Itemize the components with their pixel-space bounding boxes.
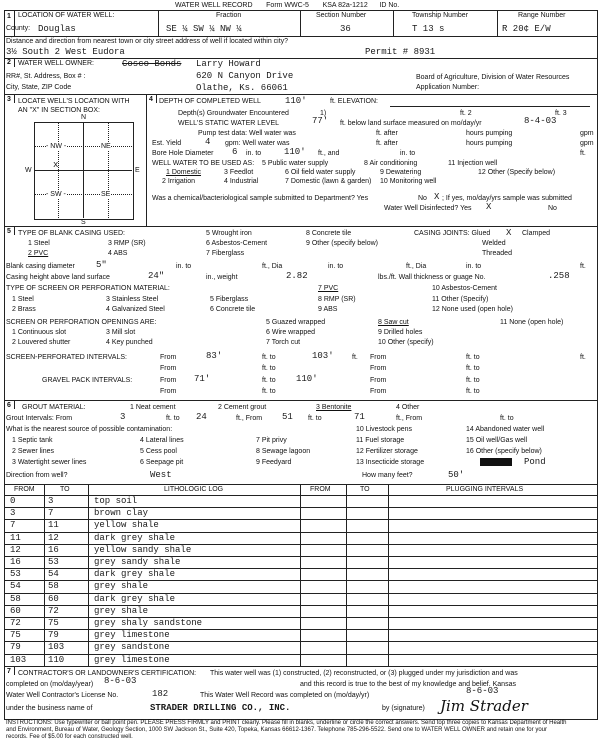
disinfect-label: Water Well Disinfected? Yes	[384, 205, 472, 212]
log-from: 75	[10, 630, 21, 641]
use-feedlot: 3 Feedlot	[224, 169, 254, 176]
source-feedyard: 9 Feedyard	[256, 459, 292, 466]
gravel-pack-label: GRAVEL PACK INTERVALS:	[42, 377, 133, 384]
grout-other: 4 Other	[396, 404, 420, 411]
bore-ft: ft.	[580, 150, 586, 157]
chem-no-mark: X	[434, 192, 440, 202]
joints-welded: Welded	[482, 240, 506, 247]
use-lawn: 7 Domestic (lawn & garden)	[285, 178, 372, 185]
yield-hours: hours pumping	[466, 140, 513, 147]
blank-casing-label: TYPE OF BLANK CASING USED:	[18, 230, 125, 237]
location-mark: x	[53, 160, 59, 170]
casing-height-label: Casing height above land surface	[6, 274, 110, 281]
chem-rest: ; If yes, mo/day/yrs sample was submitted	[442, 195, 572, 202]
grid-north: N	[81, 114, 87, 121]
source-seepage: 6 Seepage pit	[140, 459, 184, 466]
plug-to-header: TO	[360, 486, 370, 493]
distance-direction-label: Distance and direction from nearest town or city street address of well if located within city?	[6, 38, 289, 45]
section-number-label: Section Number	[316, 12, 367, 19]
record-completed-date: 8-6-03	[466, 686, 499, 696]
address-label: RR#, St. Address, Box # :	[6, 73, 86, 80]
log-to: 110	[48, 654, 65, 665]
openings-label: SCREEN OR PERFORATION OPENINGS ARE:	[6, 319, 157, 326]
range-value: R 20¢ E/W	[502, 24, 551, 34]
grid-east: E	[135, 167, 140, 174]
id-label: ID No.	[379, 2, 400, 9]
casing-pvc: 2 PVC	[28, 250, 49, 257]
distance-direction-value: 3½ South 2 West Eudora	[6, 47, 125, 57]
log-to: 12	[48, 532, 59, 543]
static-level-rest: ft. below land surface measured on mo/day/yr	[340, 120, 482, 127]
log-description: top soil	[94, 496, 138, 506]
application-number-label: Application Number:	[416, 84, 480, 91]
opening-key: 4 Key punched	[106, 339, 153, 346]
bore-value: 6	[232, 147, 238, 157]
source-privy: 7 Pit privy	[256, 437, 287, 444]
sp-ft-2: ft.	[580, 354, 586, 361]
log-row-divider	[4, 629, 597, 630]
log-description: dark grey shale	[94, 532, 176, 543]
source-watertight: 3 Watertight sewer lines	[12, 459, 87, 466]
diam-in-to-3: in. to	[466, 263, 482, 270]
grout-cement: 2 Cement grout	[218, 404, 267, 411]
screen-pvc: 7 PVC	[318, 285, 339, 292]
bore-in-to-2: in. to	[400, 150, 416, 157]
log-row-divider	[4, 605, 597, 606]
gp-from-label-3: From	[160, 388, 177, 395]
permit-number: Permit # 8931	[365, 47, 436, 57]
wall-thickness-label: lbs./ft. Wall thickness or guage No.	[378, 274, 486, 281]
signature: Jim Strader	[440, 697, 528, 715]
sp-from-value: 83'	[206, 351, 223, 361]
screen-brass: 2 Brass	[12, 306, 36, 313]
depth-label: DEPTH OF COMPLETED WELL	[159, 98, 261, 105]
gp-from-label: From	[160, 377, 177, 384]
screen-concrete: 6 Concrete tile	[210, 306, 256, 313]
groundwater-label: Depth(s) Groundwater Encountered	[178, 110, 289, 117]
log-description: grey limestone	[94, 630, 170, 641]
casing-other: 9 Other (specify below)	[306, 240, 378, 247]
gp-from-label-2: From	[370, 377, 387, 384]
grout-to-1: 24	[196, 412, 207, 422]
source-other-value: Pond	[524, 457, 546, 467]
log-from: 54	[10, 581, 21, 592]
source-lateral: 4 Lateral lines	[140, 437, 184, 444]
source-cesspool: 5 Cess pool	[140, 448, 177, 455]
opening-wire: 6 Wire wrapped	[266, 329, 316, 336]
log-from: 7	[10, 520, 16, 531]
joints-glued-mark: X	[506, 228, 512, 238]
opening-louvered: 2 Louvered shutter	[12, 339, 71, 346]
log-from: 16	[10, 557, 21, 567]
log-to: 54	[48, 569, 59, 580]
city-state-zip-value: Olathe, Ks. 66061	[196, 83, 288, 93]
use-irrigation: 2 Irrigation	[162, 178, 196, 185]
grout-to-label-1: ft. to	[166, 415, 180, 422]
casing-wrought: 5 Wrought iron	[206, 230, 252, 237]
log-description: dark grey shale	[94, 569, 176, 580]
business-name-label: under the business name of	[6, 705, 93, 712]
log-row-divider	[4, 556, 597, 557]
fraction-value: SE ¼ SW ¼ NW ¼	[166, 24, 242, 34]
log-from: 58	[10, 593, 21, 604]
static-level-label: WELL'S STATIC WATER LEVEL	[178, 120, 280, 127]
opening-mill: 3 Mill slot	[106, 329, 136, 336]
section-number-value: 36	[340, 24, 351, 34]
diam-ft-dia-2: ft., Dia	[406, 263, 427, 270]
section-5-number: 5	[7, 228, 11, 235]
log-description: grey shale	[94, 581, 149, 592]
groundwater-2: ft. 2	[460, 110, 472, 117]
log-from: 3	[10, 508, 16, 519]
owner-value: Larry Howard	[196, 59, 261, 69]
source-insecticide: 13 Insecticide storage	[356, 459, 425, 466]
screen-stainless: 3 Stainless Steel	[106, 296, 159, 303]
log-from: 103	[10, 654, 27, 665]
pump-test-label: Pump test data: Well water was	[198, 130, 296, 137]
sp-to-value: 103'	[312, 351, 334, 361]
form-header	[175, 2, 399, 10]
screen-material-label: TYPE OF SCREEN OR PERFORATION MATERIAL:	[6, 285, 170, 292]
wall-thickness-value: .258	[548, 271, 570, 281]
source-fuel: 11 Fuel storage	[356, 437, 405, 444]
section-4-number: 4	[149, 96, 153, 103]
log-from-header: FROM	[14, 486, 35, 493]
log-from: 11	[10, 532, 21, 543]
use-monitoring: 10 Monitoring well	[380, 178, 437, 185]
source-fertilizer: 12 Fertilizer storage	[356, 448, 418, 455]
log-description: yellow sandy shale	[94, 544, 192, 555]
grout-to-label-3: ft. to	[500, 415, 514, 422]
screen-rmp: 8 RMP (SR)	[318, 296, 356, 303]
section-2-number: 2	[7, 59, 11, 66]
instructions-2: and Environment, Bureau of Water, Geology Section, 1000 SW Jackson St., Suite 420, Topeka, Kansas 66612-1367. Telephone 785-296-5522. Send one to WATER WELL OWNER and retain one for your	[6, 727, 547, 733]
howmany-label: How many feet?	[362, 472, 413, 479]
log-row-divider	[4, 580, 597, 581]
elevation-label: ft. ELEVATION:	[330, 98, 378, 105]
log-description: grey shale	[94, 605, 149, 616]
static-level-date: 8-4-03	[524, 116, 557, 126]
log-to: 53	[48, 557, 59, 567]
log-description: grey shaly sandstone	[94, 618, 203, 628]
grout-from-1: 3	[120, 412, 126, 422]
grid-west: W	[25, 167, 32, 174]
section-6-number: 6	[7, 402, 11, 409]
use-oilfield: 6 Oil field water supply	[285, 169, 356, 176]
ksa-number: KSA 82a-1212	[322, 2, 368, 9]
sp-to-label-4: ft. to	[466, 365, 480, 372]
screen-steel: 1 Steel	[12, 296, 34, 303]
log-description: grey sandstone	[94, 642, 170, 653]
yield-value: 4	[205, 137, 211, 147]
log-to: 72	[48, 605, 59, 616]
diam-in-to-2: in. to	[328, 263, 344, 270]
log-to: 11	[48, 520, 59, 531]
log-row-divider	[4, 593, 597, 594]
township-value: T 13 s	[412, 24, 445, 34]
form-title: WATER WELL RECORD	[175, 2, 253, 9]
screen-other: 11 Other (Specify)	[432, 296, 489, 303]
log-row-divider	[4, 532, 597, 533]
log-description: grey sandy shale	[94, 557, 181, 567]
log-to: 75	[48, 618, 59, 628]
source-sewer: 2 Sewer lines	[12, 448, 55, 455]
owner-struck-value: Cosco Bonds	[122, 59, 182, 69]
grid-south: S	[81, 219, 86, 226]
log-to: 7	[48, 508, 54, 519]
log-to: 3	[48, 496, 54, 506]
screen-none: 12 None used (open hole)	[432, 306, 513, 313]
joints-clamped: Clamped	[522, 230, 551, 237]
log-row-divider	[4, 617, 597, 618]
use-injection: 11 Injection well	[448, 160, 498, 167]
location-label: LOCATION OF WATER WELL:	[18, 12, 115, 19]
groundwater-3: ft. 3	[555, 110, 567, 117]
grout-from-2: 51	[282, 412, 293, 422]
log-from: 72	[10, 618, 21, 628]
opening-none: 11 None (open hole)	[500, 319, 564, 326]
pump-hours: hours pumping	[466, 130, 513, 137]
joints-label: CASING JOINTS: Glued	[414, 230, 491, 237]
use-label: WELL WATER TO BE USED AS:	[152, 160, 255, 167]
address-value: 620 N Canyon Drive	[196, 71, 294, 81]
grout-from-label-2: ft., From	[236, 415, 263, 422]
yield-rest: gpm: Well water was	[225, 140, 290, 147]
pump-gpm: gpm	[580, 130, 594, 137]
log-from: 12	[10, 544, 21, 555]
grid-ne: NE	[101, 143, 111, 150]
instructions-3: records. Fee of $5.00 for each constructed well.	[6, 734, 133, 740]
log-from: 60	[10, 605, 21, 616]
log-row-divider	[4, 519, 597, 520]
direction-label: Direction from well?	[6, 472, 68, 479]
plugging-intervals-header: PLUGGING INTERVALS	[446, 486, 524, 493]
sp-to-label: ft. to	[262, 354, 276, 361]
static-level-value: 77'	[312, 116, 329, 126]
log-to: 60	[48, 593, 59, 604]
license-number: 182	[152, 689, 169, 699]
gp-to-label-4: ft. to	[466, 388, 480, 395]
opening-saw-cut: 8 Saw cut	[378, 319, 409, 326]
log-from: 79	[10, 642, 21, 653]
gp-to-value: 110'	[296, 374, 318, 384]
locate-label-1: LOCATE WELL'S LOCATION WITH	[18, 98, 130, 105]
yield-label: Est. Yield	[152, 140, 182, 147]
sp-ft: ft.	[352, 354, 358, 361]
sp-from-label-2: From	[370, 354, 387, 361]
log-row-divider	[4, 654, 597, 655]
diam-in-to: in. to	[176, 263, 192, 270]
log-to: 103	[48, 642, 65, 653]
depth-value: 110'	[285, 96, 307, 106]
opening-gauzed: 5 Guazed wrapped	[266, 319, 326, 326]
bore-ft-and: ft., and	[318, 150, 340, 157]
log-row-divider	[4, 544, 597, 545]
screen-asbestos: 10 Asbestos-Cement	[432, 285, 497, 292]
log-to: 58	[48, 581, 59, 592]
log-row-divider	[4, 641, 597, 642]
casing-rmp: 3 RMP (SR)	[108, 240, 146, 247]
log-row-divider	[4, 507, 597, 508]
log-from: 0	[10, 496, 16, 506]
log-to: 16	[48, 544, 59, 555]
screen-fiberglass: 5 Fiberglass	[210, 296, 249, 303]
direction-value: West	[150, 470, 172, 480]
casing-weight-value: 2.82	[286, 271, 308, 281]
instructions-1: INSTRUCTIONS: Use typewriter or ball point pen. PLEASE PRESS FIRMLY and PRINT clearly. Please fill in blanks, underline or circle the correct answers. Send top three copies to Kansas Department of Health	[6, 720, 567, 726]
sp-from-label-3: From	[160, 365, 177, 372]
log-description: brown clay	[94, 508, 149, 519]
bore-in-to: in. to	[246, 150, 262, 157]
use-air: 8 Air conditioning	[364, 160, 418, 167]
plug-from-header: FROM	[310, 486, 331, 493]
county-value: Douglas	[38, 24, 76, 34]
diam-ft-dia: ft., Dia	[262, 263, 283, 270]
casing-weight-label: in., weight	[206, 274, 238, 281]
source-other: 16 Other (specify below)	[466, 448, 542, 455]
certification-text-1: This water well was (1) constructed, (2) reconstructed, or (3) plugged under my jurisdiction and was	[210, 670, 518, 677]
grout-neat: 1 Neat cement	[130, 404, 176, 411]
casing-asbestos: 6 Asbestos-Cement	[206, 240, 268, 247]
screen-intervals-label: SCREEN-PERFORATED INTERVALS:	[6, 354, 127, 361]
casing-concrete: 8 Concrete tile	[306, 230, 352, 237]
log-description: dark grey shale	[94, 593, 176, 604]
grout-bentonite: 3 Bentonite	[316, 404, 352, 411]
disinfect-yes-mark: X	[486, 202, 492, 212]
locate-label-2: AN "X" IN SECTION BOX:	[18, 107, 100, 114]
source-lagoon: 8 Sewage lagoon	[256, 448, 311, 455]
diam-ft: ft.	[580, 263, 586, 270]
source-septic: 1 Septic tank	[12, 437, 53, 444]
gp-to-label-3: ft. to	[262, 388, 276, 395]
section-3-number: 3	[7, 96, 11, 103]
grid-se: SE	[101, 191, 111, 198]
certification-text-2: completed on (mo/day/year)	[6, 681, 94, 688]
certification-label: CONTRACTOR'S OR LANDOWNER'S CERTIFICATION:	[18, 670, 197, 677]
range-label: Range Number	[518, 12, 566, 19]
joints-threaded: Threaded	[482, 250, 512, 257]
form-number: Form WWC-5	[266, 2, 309, 9]
source-livestock: 10 Livestock pens	[356, 426, 413, 433]
gp-from-value: 71'	[194, 374, 211, 384]
use-domestic: 1 Domestic	[166, 169, 202, 176]
use-other: 12 Other (Specify below)	[478, 169, 556, 176]
source-abandoned: 14 Abandoned water well	[466, 426, 545, 433]
sp-from-label-4: From	[370, 365, 387, 372]
certification-text-3: and this record is true to the best of my knowledge and belief. Kansas	[300, 681, 516, 688]
opening-torch: 7 Torch cut	[266, 339, 301, 346]
grout-intervals-label: Grout Intervals: From	[6, 415, 73, 422]
casing-diameter-label: Blank casing diameter	[6, 263, 75, 270]
casing-abs: 4 ABS	[108, 250, 128, 257]
chem-sample-label: Was a chemical/bacteriological sample submitted to Department? Yes	[152, 195, 369, 202]
section-1-number: 1	[7, 13, 11, 20]
yield-ft-after: ft. after	[376, 140, 398, 147]
fraction-label: Fraction	[216, 12, 242, 19]
township-label: Township Number	[412, 12, 469, 19]
casing-height-value: 24"	[148, 271, 165, 281]
log-description: grey limestone	[94, 654, 170, 665]
grid-nw: - NW -	[46, 143, 67, 150]
use-industrial: 4 Industrial	[224, 178, 259, 185]
grout-to-label-2: ft. to	[308, 415, 322, 422]
log-row-divider	[4, 568, 597, 569]
screen-galvanized: 4 Galvanized Steel	[106, 306, 165, 313]
contamination-label: What is the nearest source of possible contamination:	[6, 426, 173, 433]
screen-abs: 9 ABS	[318, 306, 338, 313]
gp-from-label-4: From	[370, 388, 387, 395]
grid-sw: - SW -	[46, 191, 66, 198]
casing-steel: 1 Steel	[28, 240, 50, 247]
casing-fiberglass: 7 Fiberglass	[206, 250, 245, 257]
signature-label: by (signature)	[382, 705, 425, 712]
log-to: 79	[48, 630, 59, 641]
opening-continuous: 1 Continuous slot	[12, 329, 67, 336]
source-oilwell: 15 Oil well/Gas well	[466, 437, 528, 444]
owner-label: WATER WELL OWNER:	[18, 60, 94, 67]
chem-no: No	[418, 195, 427, 202]
redaction-block	[480, 458, 512, 466]
gp-to-label-2: ft. to	[466, 377, 480, 384]
log-description: yellow shale	[94, 520, 159, 531]
grout-to-2: 71	[354, 412, 365, 422]
license-label: Water Well Contractor's License No.	[6, 692, 119, 699]
opening-drilled: 9 Drilled holes	[378, 329, 423, 336]
yield-gpm: gpm	[580, 140, 594, 147]
board-label: Board of Agriculture, Division of Water Resources	[416, 74, 570, 81]
sp-to-label-3: ft. to	[262, 365, 276, 372]
sp-from-label: From	[160, 354, 177, 361]
howmany-value: 50'	[448, 470, 465, 480]
city-state-zip-label: City, State, ZIP Code	[6, 84, 72, 91]
business-name: STRADER DRILLING CO., INC.	[150, 703, 291, 713]
lithologic-log-header: LITHOLOGIC LOG	[164, 486, 224, 493]
bore-label: Bore Hole Diameter	[152, 150, 214, 157]
bore-depth: 110'	[284, 147, 306, 157]
log-to-header: TO	[60, 486, 70, 493]
county-label: County:	[6, 25, 31, 32]
section-7-number: 7	[7, 668, 11, 675]
opening-other: 10 Other (specify)	[378, 339, 434, 346]
sp-to-label-2: ft. to	[466, 354, 480, 361]
completion-date: 8-6-03	[104, 676, 137, 686]
gp-to-label: ft. to	[262, 377, 276, 384]
groundwater-1: 1)	[320, 110, 327, 117]
disinfect-no: No	[548, 205, 557, 212]
pump-ft-after: ft. after	[376, 130, 398, 137]
grout-material-label: GROUT MATERIAL:	[22, 404, 86, 411]
use-public: 5 Public water supply	[262, 160, 329, 167]
log-from: 53	[10, 569, 21, 580]
use-dewatering: 9 Dewatering	[380, 169, 422, 176]
grout-from-label-3: ft., From	[396, 415, 423, 422]
casing-diameter-value: 5"	[96, 260, 107, 270]
record-completed-label: This Water Well Record was completed on (mo/day/yr)	[200, 692, 370, 699]
